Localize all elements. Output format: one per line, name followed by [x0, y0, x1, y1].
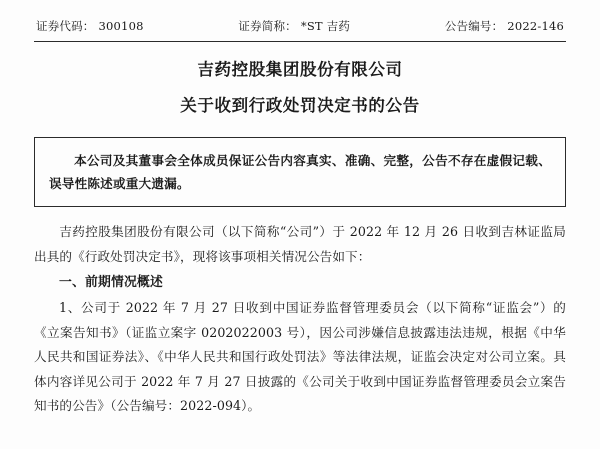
document-body: [34, 220, 566, 419]
document-title: [34, 58, 566, 119]
notice-number-value: 2022-146: [507, 19, 564, 33]
security-name-value: *ST 吉药: [300, 19, 351, 33]
company-title: 吉药控股集团股份有限公司: [197, 60, 403, 79]
section-heading-1: [34, 271, 566, 296]
body-paragraph-2: [34, 296, 566, 419]
notice-number-label: 公告编号：: [444, 19, 504, 33]
paragraph-2-text: 1、公司于 2022 年 7 月 27 日收到中国证券监督管理委员会（以下简称“证监会”）的《立案告知书》（证监立案字 0202022003 号），因公司涉嫌信息披露违法违规，根据《中华人民共和国证券法》、《中华人民共和国行政处罚法》等法律法规，证监会决定对公司立案。具体内容详见公司于 2022 年 7 月 27 日披露的《公司关于收到中国证券监督管理委员会立案告知书的公告》（公告编号：2022-094）。: [34, 300, 566, 414]
paragraph-1-text: 吉药控股集团股份有限公司（以下简称“公司”）于 2022 年 12 月 26 日收到吉林证监局出具的《行政处罚决定书》，现将该事项相关情况公告如下：: [34, 224, 566, 264]
body-paragraph-1: [34, 220, 566, 269]
announcement-title: 关于收到行政处罚决定书的公告: [180, 95, 420, 115]
security-code-value: 300108: [98, 19, 144, 33]
security-name-label: 证券简称：: [238, 19, 297, 33]
disclaimer-box: [34, 137, 566, 208]
notice-number: [445, 18, 564, 34]
security-code-label: 证券代码：: [36, 19, 95, 33]
security-code: [36, 18, 144, 34]
document-header: [34, 18, 566, 34]
header-divider: [34, 41, 566, 42]
section-heading-1-text: 一、前期情况概述: [59, 275, 163, 291]
security-name: [238, 18, 350, 34]
disclaimer-text: [49, 149, 551, 196]
disclaimer-content: 本公司及其董事会全体成员保证公告内容真实、准确、完整，公告不存在虚假记载、误导性陈述或重大遗漏。: [49, 152, 551, 191]
